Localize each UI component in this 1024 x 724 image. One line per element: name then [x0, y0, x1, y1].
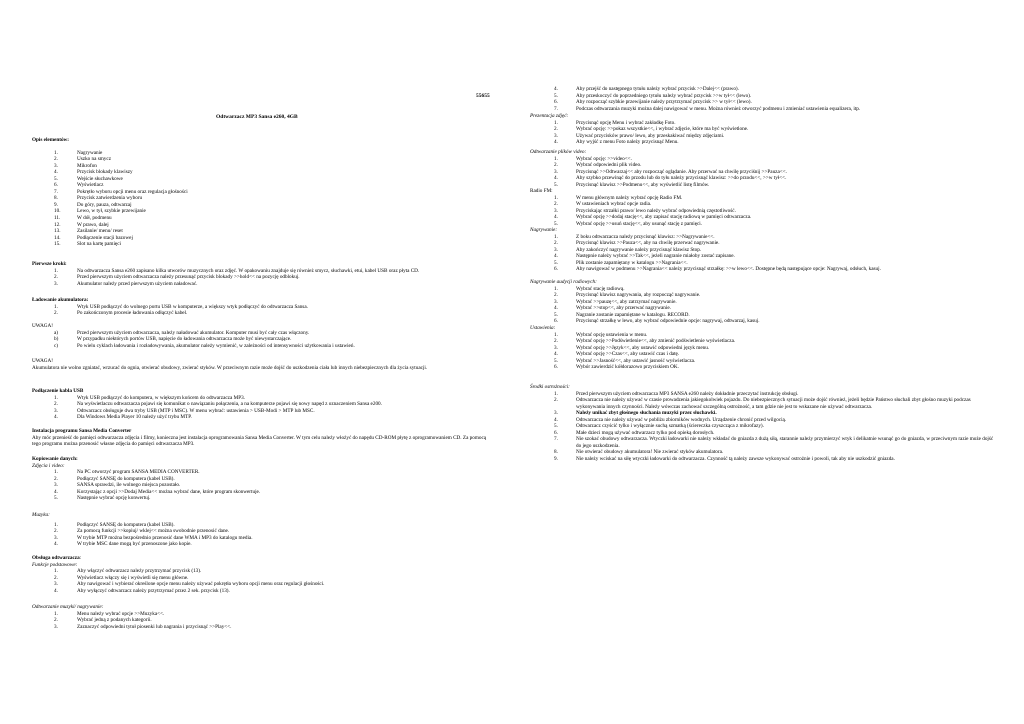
list-item-text: Aby przejść do następnego tytułu należy wybrać przycisk >>Dalej<< (prawo).: [576, 86, 739, 92]
list-item: [530, 139, 995, 146]
copy-photo-list: [32, 469, 496, 502]
first-steps-list: [32, 268, 496, 288]
list-item-text: Podłączyć SANSĘ do komputera (kabel USB).: [77, 521, 175, 528]
list-item-text: Wybrać odpowiedni plik video.: [576, 162, 642, 169]
list-number: 5.: [554, 92, 558, 99]
install-section: [32, 428, 496, 448]
list-number: 1.: [554, 331, 558, 338]
list-item: [530, 397, 995, 410]
list-number: 4.: [54, 414, 58, 421]
video-heading: Odtwarzanie plików video:: [530, 149, 587, 155]
list-number: 2.: [554, 338, 558, 345]
use-heading-colon: :: [79, 555, 82, 561]
safety-list: [530, 391, 995, 463]
radio-section: [530, 188, 995, 227]
list-number: 3.: [54, 623, 58, 630]
elements-section: [32, 137, 496, 248]
list-number: 7.: [554, 436, 558, 443]
list-number: 6.: [554, 429, 558, 436]
list-item: [530, 266, 995, 273]
list-item: [530, 456, 995, 463]
list-number: 1.: [54, 303, 58, 310]
list-number: 7.: [54, 188, 58, 195]
list-item-text: Za pomocą funkcji >>kopiuj/ wklej<< można swobodnie przenosić dane.: [77, 528, 230, 535]
list-item-text: W ustawieniach wybrać opcje radia.: [576, 201, 652, 208]
list-number: 3.: [54, 162, 58, 169]
list-item-text: Przyciskając strzałki prawo/ lewo należy wybrać odpowiednią częstotliwość.: [576, 207, 736, 214]
list-item-text: Po wielu cyklach ładowania i rozładowywania, akumulator należy wymienić, w zależności od intensywności użytkowania i ustawień.: [77, 342, 355, 349]
list-item-text: Aby szybko przewinąć do przodu lub do tyłu należy przycisnąć klawisz: >>do przodu<<, >>w tył<<.: [576, 175, 787, 182]
video-list: [530, 156, 995, 189]
use-music-subheading: Odtwarzanie muzyki/ nagrywanie:: [32, 604, 104, 610]
list-item-text: Wybrać opcję >>Czas<<, aby ustawić czas i datę.: [576, 351, 680, 358]
list-item-text: Pokrętło wyboru opcji menu oraz regulacja głośności: [77, 188, 188, 195]
list-item-text: Wtyk USB podłączyć do komputera, w większym końcem do odtwarzacza MP3.: [77, 394, 245, 401]
list-item-text: Aby przeskoczyć do poprzedniego tytułu należy wybrać przycisk >>w tył<< (lewo).: [576, 92, 752, 99]
list-number: 4.: [554, 305, 558, 312]
list-item-text: W trybie MSC dane mogą być przenoszone jako kopie.: [77, 541, 192, 548]
list-number: 4.: [54, 541, 58, 548]
list-item: [32, 414, 496, 421]
list-number: 2.: [54, 274, 58, 281]
copy-music-list: [32, 522, 496, 548]
list-number: 1.: [554, 390, 558, 397]
rec-list: [530, 234, 995, 273]
list-item-text: Używać przycisków prawo/ lewo, aby przeskakiwać między zdjęciami.: [576, 132, 725, 139]
list-number: a): [54, 329, 59, 336]
list-item-text: Wybrać opcję: >>video<<.: [576, 155, 632, 162]
list-item-text: Wybrać opcję ustawienia w menu.: [576, 331, 648, 338]
list-item: [530, 364, 995, 371]
uwaga1-label: UWAGA!: [32, 323, 54, 329]
list-item-text: Lewo, w tył, szybkie przewijanie: [77, 208, 146, 215]
copy-photo-subheading: Zdjęcia i video:: [32, 462, 65, 469]
list-item-text: Wybrać stację radiową.: [576, 285, 625, 292]
list-item-text: Małe dzieci mogą używać odtwarzacz tylko pod opieką dorosłych.: [576, 429, 715, 436]
list-item-text: Przed pierwszym użyciem odtwarzacza należy przesunąć przycisk blokady >>hold<< na pozycję odblokuj.: [77, 274, 300, 281]
list-item-text: Wybrać opcję >>Podświetlenie<<, aby zmienić podświetlenie wyświetlacza.: [576, 338, 736, 345]
list-number: 9.: [554, 456, 558, 463]
list-item-text: Wybrać opcję: >>pokaz wszystkie<<, i wybrać zdjęcie, które ma być wyświetlone.: [576, 126, 749, 133]
install-heading: Instalacja programu Sansa Media Converter: [32, 428, 132, 434]
install-text: Aby móc przenieść do pamięci odtwarzacza zdjęcia i filmy, konieczna jest instalacja oprogramowania Sansa Media Converter. W tym celu należy włożyć do napędu CD-ROM płytę z oprogramowaniem CD. Za pomocą tego programu można przenosić własne zdjęcia do pamięci odtwarzacza MP3.: [32, 434, 487, 448]
list-item-text: Slot na kartę pamięci: [77, 241, 121, 248]
list-number: 6.: [554, 99, 558, 106]
list-item-text: Akumulator należy przed pierwszym użyciem naładować.: [77, 280, 198, 287]
list-number: 1.: [54, 568, 58, 575]
radio-list: [530, 195, 995, 228]
list-item-text: W trybie MTP można bezpośrednio przenosić dane WMA i MP3 do katalogu media.: [77, 534, 253, 541]
list-number: 4.: [554, 86, 558, 92]
list-number: 6.: [54, 182, 58, 189]
copy-music-section: [32, 512, 496, 548]
list-number: 1.: [54, 610, 58, 617]
list-number: 5.: [554, 259, 558, 266]
list-number: 5.: [54, 175, 58, 182]
usb-list: [32, 395, 496, 421]
uwaga1-list: [32, 330, 496, 350]
list-item-text: Następnie wybrać opcję konwertuj.: [77, 495, 151, 502]
list-item-text: Podłączyć SANSĘ do komputera (kabel USB).: [77, 475, 175, 482]
list-item: [32, 588, 496, 595]
photo-list: [530, 120, 995, 146]
list-item-text: Odtwarzacz obsługuje dwa tryby USB (MTP i MSC). W menu wybrać: ustawienia > USB-Modi > MTP lub MSC.: [77, 407, 315, 414]
list-item-text: Do góry, pauza, odtwarzaj: [77, 201, 132, 208]
list-number: 2.: [554, 240, 558, 247]
photo-section: [530, 113, 995, 146]
list-item-text: Przycisnąć >>Odtwarzaj<< aby rozpocząć oglądanie. Aby przerwać na chwilę przyciśnij >>Pauza<<.: [576, 168, 787, 175]
list-number: 5.: [554, 181, 558, 188]
list-number: 4.: [554, 351, 558, 358]
list-item-text: Nagranie zostanie zapamiętane w katalogu. RECORD.: [576, 311, 690, 318]
use-heading: Obsługa odtwarzacza: [32, 555, 80, 561]
settings-list: [530, 332, 995, 371]
list-item: [32, 343, 496, 350]
list-number: 14.: [54, 234, 61, 241]
list-item-text: Korzystając z opcji >>Dodaj Media<< można wybrać dane, które program skonwertuje.: [77, 488, 261, 495]
list-item-text: Uszko na smycz: [77, 156, 111, 163]
list-number: 1.: [554, 155, 558, 162]
list-item-text: Przed pierwszym użyciem odtwarzacza MP3 SANSA e260 należy dokładnie przeczytać instrukcję obsługi.: [576, 390, 799, 397]
uwaga2-section: [32, 358, 496, 371]
list-item-text: Aby nawigować i wybierać określone opcje menu należy używać pokrętła wyboru opcji menu oraz regulacji głośności.: [77, 581, 325, 588]
list-number: 3.: [54, 534, 58, 541]
list-number: 6.: [554, 266, 558, 273]
list-number: 2.: [554, 126, 558, 133]
list-number: 2.: [554, 292, 558, 299]
list-item-text: W prawo, dalej: [77, 221, 109, 228]
list-number: 2.: [554, 162, 558, 169]
list-number: 1.: [54, 267, 58, 274]
list-number: c): [54, 342, 59, 349]
list-number: 3.: [554, 410, 558, 417]
use-section: [32, 555, 496, 594]
radio-rec-section: [530, 279, 995, 325]
list-number: 4.: [554, 253, 558, 260]
list-number: 7.: [554, 105, 558, 112]
settings-section: [530, 325, 995, 371]
rec-section: [530, 227, 995, 273]
list-item-text: Przycisk zatwierdzenia wyboru: [77, 195, 143, 202]
list-item-text: Zasilanie/ menu/ reset: [77, 228, 123, 235]
list-item-text: W dół, podmenu: [77, 215, 112, 222]
uwaga1-section: [32, 323, 496, 349]
list-item-text: Plik zostanie zapamiętany w katalogu >>Nagrania<<.: [576, 259, 688, 266]
list-number: 4.: [554, 175, 558, 182]
list-item: [32, 310, 496, 317]
list-number: 1.: [554, 194, 558, 201]
list-number: 3.: [54, 280, 58, 287]
list-number: 1.: [54, 149, 58, 156]
use-basic-list: [32, 568, 496, 594]
list-item: [32, 624, 496, 631]
list-item-text: Na odtwarzacza Sansa e260 zapisano kilka utworów muzycznych oraz zdjęć. W opakowaniu znajduje się również smycz, słuchawki, etui, kabel USB oraz płyta CD.: [77, 267, 420, 274]
radio-rec-list: [530, 286, 995, 325]
list-item-text: Zaznaczyć odpowiedni tytuł piosenki lub nagrania i przycisnąć >>Play<<.: [77, 623, 232, 630]
list-number: 6.: [554, 364, 558, 371]
music-cont-section: [530, 86, 995, 112]
list-item-text: Aby zakończyć nagrywanie należy przycisnąć klawisz Stop.: [576, 246, 702, 253]
list-item-text: Nie otwierać obudowy akumulatora! Nie zwierać styków akumulatora.: [576, 449, 724, 456]
charging-heading: Ładowanie akumulatora:: [32, 297, 89, 303]
list-number: 3.: [554, 168, 558, 175]
list-item-text: Przycisnąć strzałkę w lewo, aby wybrać odpowiednie opcje: nagrywaj, odtwarzaj, kasuj.: [576, 318, 760, 325]
use-music-section: [32, 604, 496, 630]
list-number: 4.: [554, 214, 558, 221]
list-item-text: Nie szokać obudowy odtwarzacza. Wtyczki ładowarki nie należy wkładać do gniazda z dużą siłą, starannie należy przymierzyć wtyk i delikatnie wsunąć go do gniazda, w przeciwnym razie może dojść do jego uszkodzenia.: [576, 436, 994, 449]
list-item-text: Po zakończonym procesie ładowania odłączyć kabel.: [77, 310, 188, 317]
list-number: 2.: [54, 475, 58, 482]
list-number: 2.: [554, 201, 558, 208]
list-number: 2.: [54, 574, 58, 581]
list-item: [32, 241, 496, 248]
list-number: 8.: [54, 195, 58, 202]
list-item-text: Przycisnąć klawisz >>Podmenu<<, aby wyświetlić listę filmów.: [576, 181, 710, 188]
list-number: b): [54, 336, 59, 343]
list-item-text: Dla Windows Media Player 10 należy użyć trybu MTP.: [77, 414, 192, 421]
list-item-text: W menu głównym należy wybrać opcję Radio FM.: [576, 194, 683, 201]
list-number: 5.: [554, 311, 558, 318]
safety-heading: Środki ostrożności:: [530, 384, 570, 390]
copy-heading: Kopiowanie danych:: [32, 456, 78, 462]
list-number: 1.: [554, 119, 558, 126]
list-item-text: Menu należy wybrać opcje >>Muzyka<<.: [77, 610, 165, 617]
uwaga2-label: UWAGA!: [32, 358, 54, 364]
list-item-text: Wybór zawierdzić kółdorazowo przyciskiem OK.: [576, 364, 679, 371]
list-item-text: Wyświetlacz: [77, 182, 104, 189]
list-number: 3.: [554, 207, 558, 214]
list-number: 5.: [554, 220, 558, 227]
list-item-text: Wybrać opcję >>dodaj stację<<, aby zapisać stację radiową w pamięci odtwarzacza.: [576, 214, 752, 221]
list-item-text: Z boku odtwarzacza należy przycisnąć klawisz: >>Nagrywanie<<.: [576, 233, 715, 240]
list-item-text: Wybrać >>stop<<, aby przerwać nagrywanie.: [576, 305, 671, 312]
usb-section: [32, 388, 496, 421]
list-item-text: Wejście słuchawkowe: [77, 175, 123, 182]
list-number: 1.: [54, 394, 58, 401]
radio-rec-heading: Nagrywanie audycji radiowych:: [530, 279, 597, 285]
list-item-text: Na wyświetlaczu odtwarzacza pojawi się komunikat o nawiązaniu połączenia, a na komputerze pojawi się nowy napęd z oznaczeniem Sansa e200.: [77, 401, 382, 408]
list-number: 4.: [54, 169, 58, 176]
list-item: [32, 541, 496, 548]
list-item-text: Na PC otworzyć program SANSA MEDIA CONVERTER.: [77, 469, 200, 476]
list-item-text: W przypadku niektórych portów USB, napięcie do ładowania odtwarzacza może być niewystarczające.: [77, 336, 292, 343]
music-cont-list: [530, 86, 995, 112]
safety-section: [530, 384, 995, 463]
list-number: 3.: [54, 482, 58, 489]
list-item-text: Wybrać opcję >>usuń stację<<, aby usunąć stację z pamięci.: [576, 220, 703, 227]
elements-heading: Opis elementów:: [32, 137, 70, 143]
list-number: 15.: [54, 241, 61, 248]
list-item: [530, 436, 995, 449]
list-item-text: Podczas odtwarzania muzyki można dalej nawigować w menu. Można również otworzyć podmenu i zmieniać ustawienia equalizera, itp.: [576, 105, 861, 112]
list-item-text: Następnie należy wybrać >>Tak<<, jeżeli nagranie miałoby zostać zapisane.: [576, 253, 735, 260]
list-number: 11.: [54, 215, 61, 222]
list-item: [32, 281, 496, 288]
list-number: 3.: [554, 132, 558, 139]
list-number: 2.: [54, 156, 58, 163]
list-number: 8.: [554, 449, 558, 456]
settings-heading: Ustawienia:: [530, 325, 556, 331]
list-item-text: Przycisnąć opcję Menu i wybrać zakładkę Foto.: [576, 119, 676, 126]
list-item-text: Wybrać opcję >>Język<<, aby ustawić odpowiedni język menu.: [576, 344, 710, 351]
use-music-list: [32, 611, 496, 631]
charging-section: [32, 297, 496, 317]
list-number: 1.: [554, 285, 558, 292]
list-number: 5.: [554, 357, 558, 364]
list-item-text: Odtwarzacza nie należy używać w czasie prowadzenia jakiegokolwiek pojazdu. Do niebezpiecznych sytuacji może dojść również, jeżeli będzie Państwo słuchali zbyt głośno muzyki podczas wykonywania innych czynności. Należy wówczas zachować szczególną ostrożność, a tam gdzie nie jest to wskazane nie używać odtwarzacza.: [576, 397, 971, 410]
list-number: 3.: [554, 298, 558, 305]
list-number: 1.: [54, 469, 58, 476]
video-section: [530, 149, 995, 188]
list-item-text: Aby wyłączyć odtwarzacz należy przytrzymać przez 2 sek. przycisk (13).: [77, 587, 230, 594]
list-item-text: Wybrać >>pauzę<<, aby zatrzymać nagrywanie.: [576, 298, 677, 305]
list-number: 3.: [554, 246, 558, 253]
usb-heading: Podłączenie kabla USB: [32, 388, 84, 394]
list-item: [530, 106, 995, 113]
list-number: 3.: [554, 344, 558, 351]
list-item-text: Przycisnąć klawisz >>Pauza<<, aby na chwilę przerwać nagrywanie.: [576, 240, 720, 247]
list-item: [530, 318, 995, 325]
list-number: 4.: [554, 416, 558, 423]
list-number: 3.: [54, 407, 58, 414]
list-item-text: Podłączenie stacji bazowej: [77, 234, 133, 241]
list-item: [32, 495, 496, 502]
list-number: 12.: [54, 221, 61, 228]
list-item-text: Nagrywanie: [77, 149, 103, 156]
use-basic-subheading: Funkcje podstawowe:: [32, 561, 78, 568]
list-item-text: Wybrać jedną z podanych kategorii.: [77, 617, 152, 624]
list-item-text: Wybrać >>Jasność<<, aby ustawić jasność wyświetlacza.: [576, 357, 696, 364]
rec-heading: Nagrywanie:: [530, 227, 558, 233]
list-item-text: Wtyk USB podłączyć do wolnego portu USB w komputerze, a większy wtyk podłączyć do odtwarzacza Sansa.: [77, 303, 308, 310]
first-steps-section: [32, 261, 496, 287]
list-number: 2.: [554, 397, 558, 404]
list-item-text: Nie należy wciskać na siłę wtyczki ładowarki do odtwarzacza. Czynność tą należy zawsze wykonywać ostrożnie i powoli, tak aby nie uszkodzić gniazda.: [576, 456, 895, 463]
list-item-text: Przed pierwszym użyciem odtwarzacza, należy naładować akumulator. Komputer musi być cały czas włączony.: [77, 329, 310, 336]
list-number: 4.: [54, 587, 58, 594]
list-item-text: Mikrofon: [77, 162, 97, 169]
photo-heading: Prezentacja zdjęć:: [530, 113, 569, 119]
list-item-text: Przycisk blokady klawiszy: [77, 169, 133, 176]
list-item-text: Odtwarzacza nie należy używać w pobliżu zbiorników wodnych. Urządzenie chronić przed wilgocią.: [576, 416, 787, 423]
list-item-text: Należy unikać zbyt głośnego słuchania muzyki przez słuchawki.: [576, 410, 717, 417]
elements-list: [32, 150, 496, 248]
document-code: 55655: [476, 93, 490, 99]
list-number: 3.: [54, 581, 58, 588]
list-number: 4.: [54, 488, 58, 495]
list-item-text: Aby wyjść z menu Foto należy przycisnąć Menu.: [576, 139, 679, 146]
list-item-text: Aby nawigować w podmenu >>Nagrania<< należy przycisnąć strzałkę: >>w lewo<<. Dostępne będą następujące opcje: Nagrywaj, odsłuch, kasuj.: [576, 266, 881, 273]
first-steps-heading: Pierwsze kroki:: [32, 261, 67, 267]
list-number: 5.: [554, 423, 558, 430]
radio-heading: Radio FM:: [530, 188, 553, 194]
list-item-text: SANSA sprawdzi, ile wolnego miejsca pozostało.: [77, 482, 181, 489]
list-number: 2.: [54, 310, 58, 317]
list-item-text: Aby rozpocząć szybkie przewijanie należy przytrzymać przycisk >> w tył<< (lewo).: [576, 99, 752, 106]
list-number: 1.: [554, 233, 558, 240]
list-item-text: Aby włączyć odtwarzacz należy przytrzymać przycisk (13).: [77, 568, 202, 575]
document-title: Odtwarzacz MP3 Sansa e260, 4GB: [216, 114, 298, 120]
list-number: 2.: [54, 617, 58, 624]
charging-list: [32, 304, 496, 317]
copy-music-subheading: Muzyka:: [32, 512, 50, 518]
list-number: 10.: [54, 208, 61, 215]
list-number: 1.: [54, 521, 58, 528]
list-number: 2.: [54, 401, 58, 408]
list-item-text: Wyświetlacz włączy się i wyświetli się menu główne.: [77, 574, 189, 581]
list-number: 4.: [554, 139, 558, 146]
list-number: 13.: [54, 228, 61, 235]
list-number: 5.: [54, 495, 58, 502]
list-number: 9.: [54, 201, 58, 208]
uwaga2-text: Akumulatora nie wolno zgniatać, wrzucać do ognia, otwierać obudowy, zwierać styków. W przeciwnym razie może dojść do uszkodzenia ciała lub innych niebezpiecznych dla życia sytuacji.: [32, 364, 428, 371]
list-item-text: Przycisnąć klawisz nagrywania, aby rozpocząć nagrywanie.: [576, 292, 701, 299]
copy-section: [32, 456, 496, 502]
list-item-text: Odtwarzacz czyścić tylko i wyłącznie suchą szmatką (ściereczka czyszcząca z mikrofazy).: [576, 423, 764, 430]
list-number: 2.: [54, 528, 58, 535]
list-number: 6.: [554, 318, 558, 325]
